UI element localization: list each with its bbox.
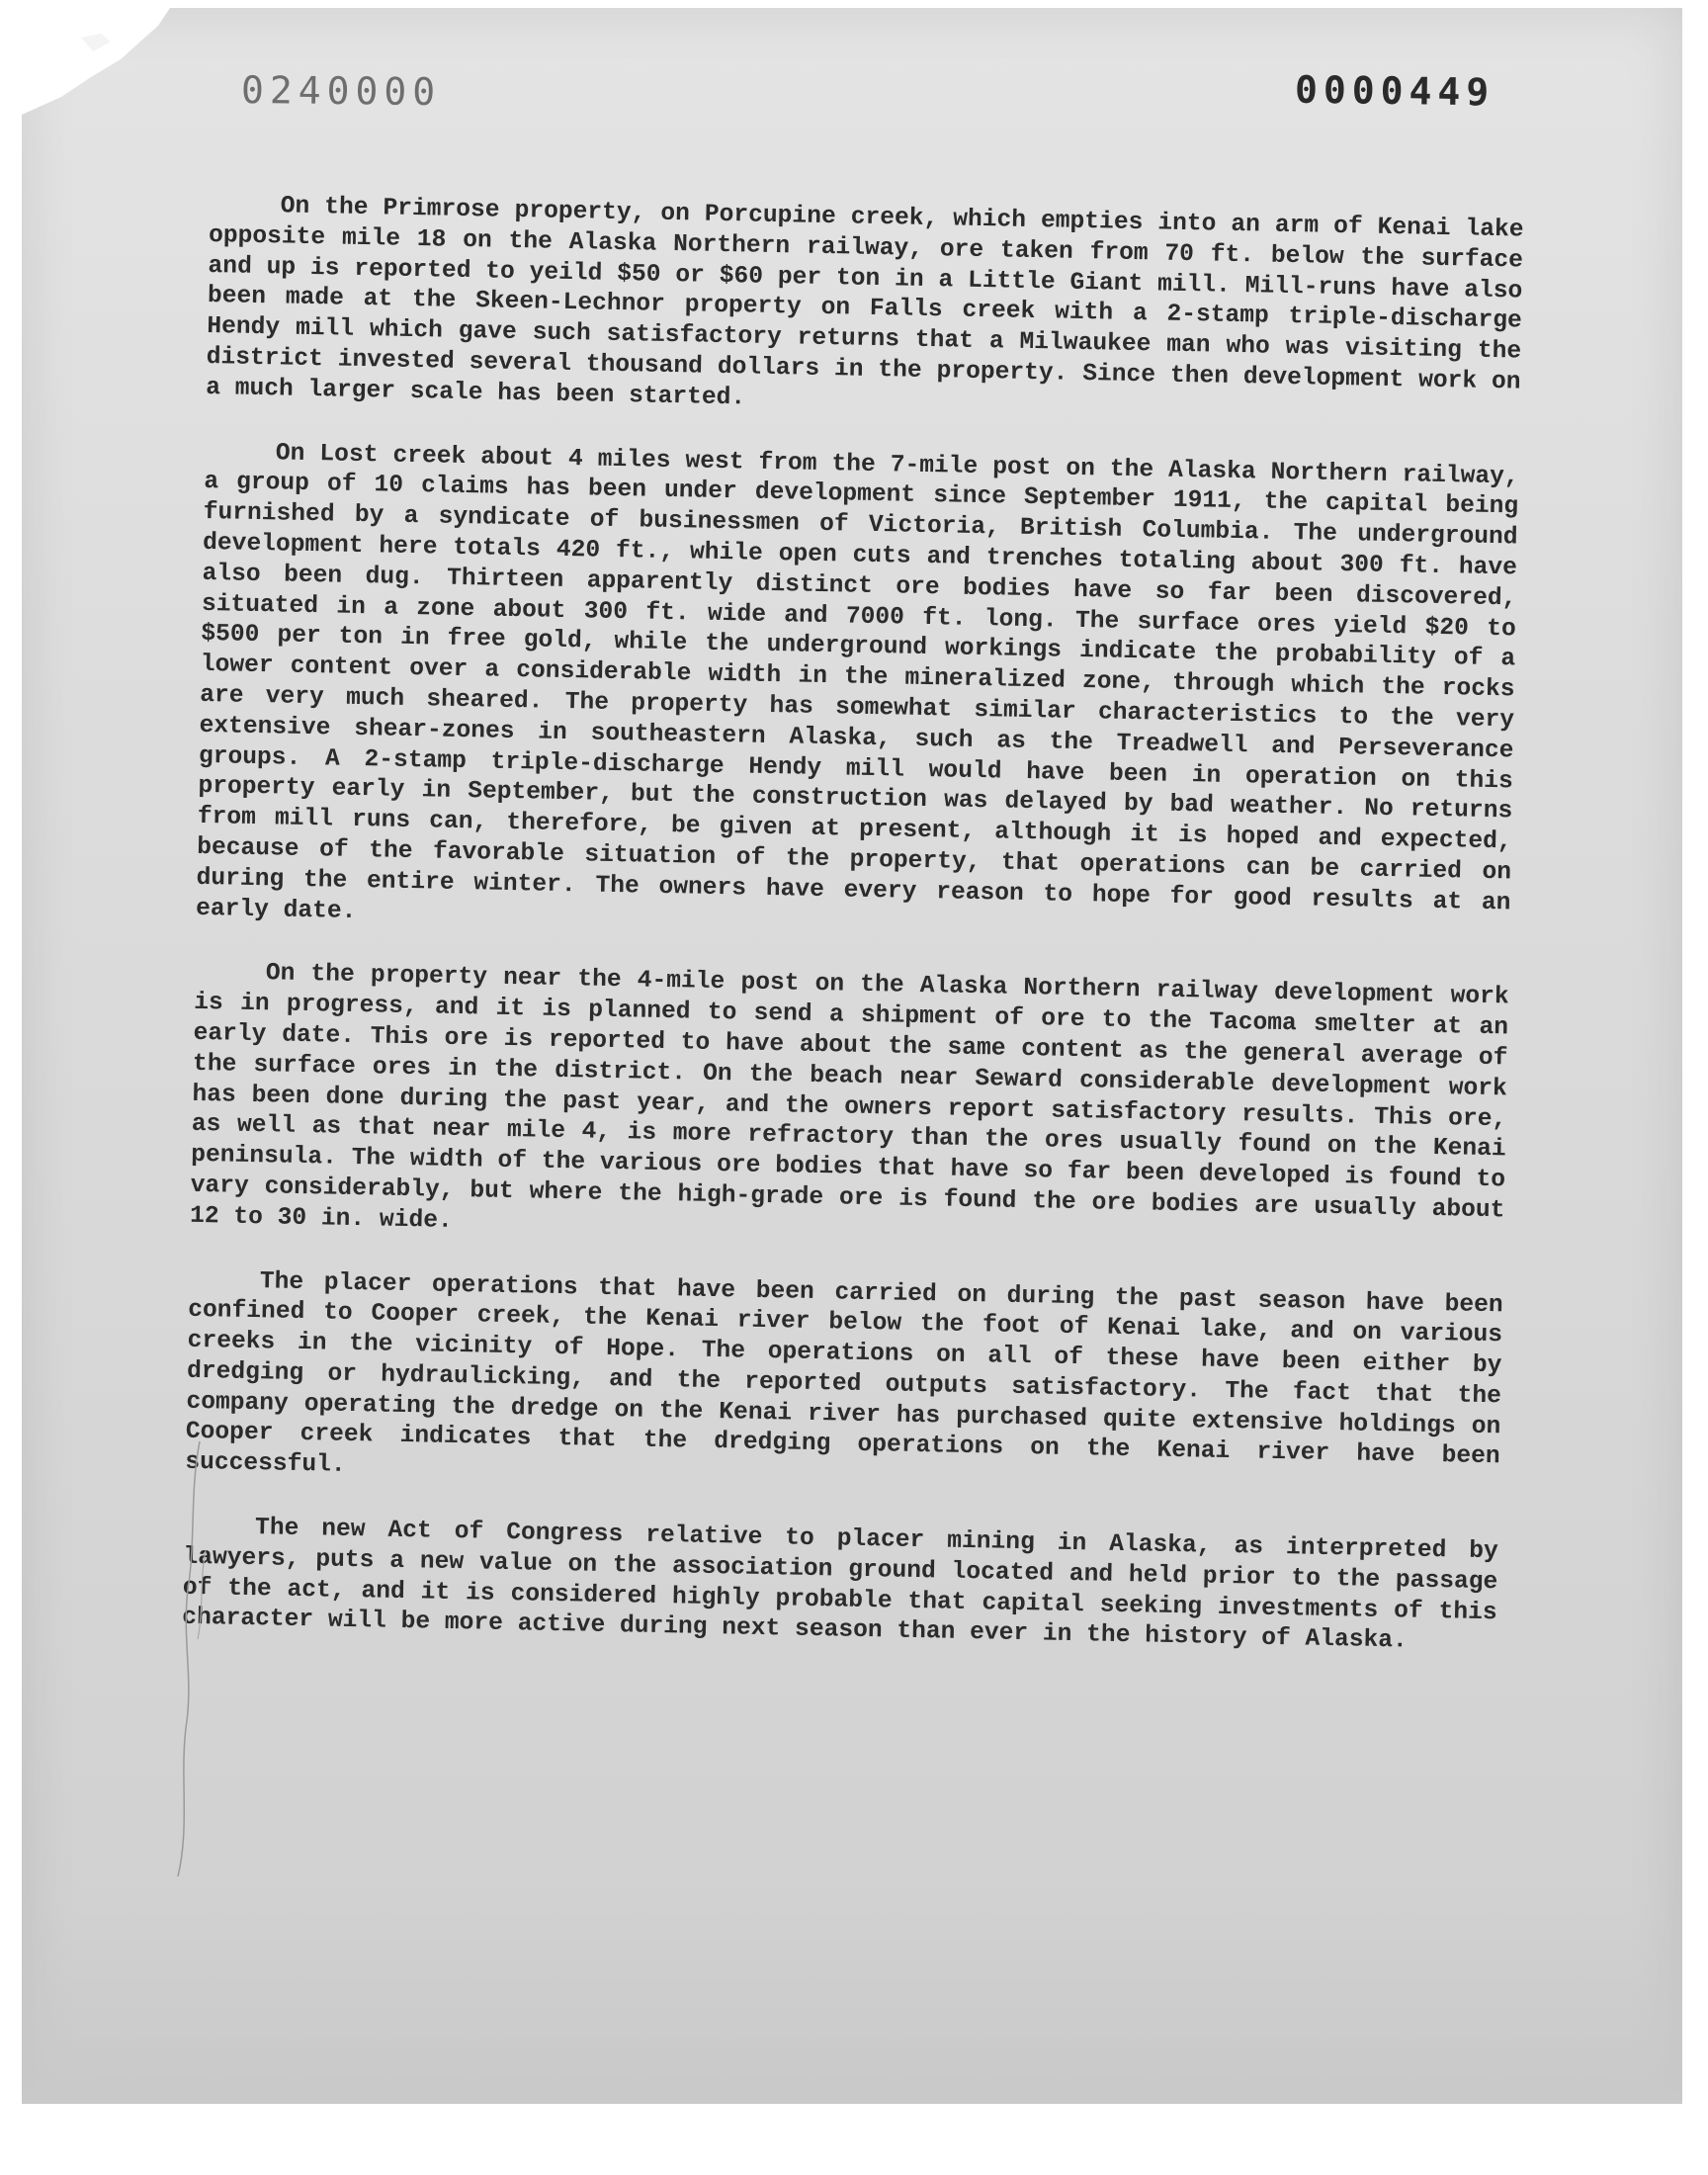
paper-sheet (22, 8, 1682, 2104)
sheet-bottom-shadow (22, 1906, 1682, 2104)
paragraph-four-mile-post: On the property near the 4-mile post on the Alaska Northern railway development work is in progress, and it is planned to send a shipment of ore to the Tacoma smelter at an early date. This ore is reported to have about the same content as the general average of the surface ores in the district. On the beach near Seward considerable development work has been done during the past year, and the owners report satisfactory results. This ore, as well as that near mile 4, is more refractory than the ores usually found on the Kenai peninsula. The width of the various ore bodies that have so far been developed is found to vary considerably, but where the high-grade ore is found the ore bodies are usually about 12 to 30 in. wide. (189, 960, 1509, 1235)
paragraph-placer-operations: The placer operations that have been carried on during the past season have been confined to Cooper creek, the Kenai river below the foot of Kenai lake, and on various creeks in the vicinity of Hope. The operations on all of these have been either by dredging or hydraulicking, and the reported outputs satisfactory. The fact that the company operating the dredge on the Kenai river has purchased quite extensive holdings on Cooper creek indicates that the dredging operations on the Kenai river have been successful. (185, 1267, 1503, 1480)
paragraph-act-of-congress: The new Act of Congress relative to placer mining in Alaska, as interpreted by lawyers, puts a new value on the association ground located and held prior to the passage of the act, and it is considered highly probable that capital seeking investments of this character will be more active during next season than ever in the history of Alaska. (182, 1515, 1499, 1655)
page-number-right: 0000449 (1294, 67, 1495, 115)
paragraph-primrose-property: On the Primrose property, on Porcupine creek, which empties into an arm of Kenai lake opposite mile 18 on the Alaska Northern railway, ore taken from 70 ft. below the surface and up is reported to yeild $50 or $60 per ton in a Little Giant mill. Mill-runs have also been made at the Skeen-Lechnor property on Falls creek with a 2-stamp triple-discharge Hendy mill which gave such satisfactory returns that a Milwaukee man who was visiting the district invested several thousand dollars in the property. Since then development work on a much larger scale has been started. (205, 193, 1524, 412)
margin-pencil-marks (160, 1432, 219, 1886)
document-body (182, 191, 1524, 1660)
paragraph-lost-creek: On Lost creek about 4 miles west from the 7-mile post on the Alaska Northern railway, a group of 10 claims has been under development since September 1911, the capital being furnished by a syndicate of businessmen of Victoria, British Columbia. The underground development here totals 420 ft., while open cuts and trenches totaling about 300 ft. have also been dug. Thirteen apparently distinct ore bodies have so far been discovered, situated in a zone about 300 ft. wide and 7000 ft. long. The surface ores yield $20 to $500 per ton in free gold, while the underground workings indicate the probability of a lower content over a considerable width in the mineralized zone, through which the rocks are very much sheared. The property has somewhat similar characteristics to the very extensive shear-zones in southeastern Alaska, such as the Treadwell and Perseverance groups. A 2-stamp triple-discharge Hendy mill would have been in operation on this property early in September, but the construction was delayed by bad weather. No returns from mill runs can, therefore, be given at present, although it is hoped and expected, because of the favorable situation of the property, that operations can be carried on during the entire winter. The owners have every reason to hope for good results at an early date. (195, 439, 1519, 925)
torn-corner-graphic (22, 8, 190, 117)
page-number-left: 0240000 (240, 67, 442, 115)
